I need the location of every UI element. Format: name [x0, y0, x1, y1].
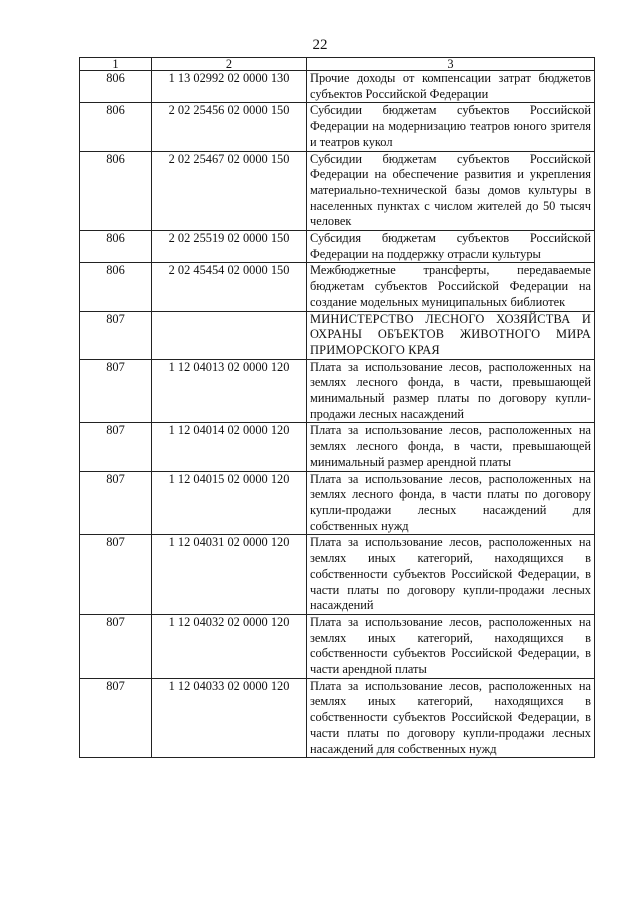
- table-row: [80, 471, 595, 535]
- table-row: [80, 151, 595, 231]
- admin-code-cell: 806: [80, 151, 152, 231]
- table-row: [80, 71, 595, 103]
- admin-code-cell: 807: [80, 423, 152, 471]
- revenue-description-cell: Плата за использование лесов, расположенных на землях лесного фонда, в части платы по договору купли-продажи лесных насаждений для собственных нужд: [307, 471, 595, 535]
- revenue-description-cell: Прочие доходы от компенсации затрат бюджетов субъектов Российской Федерации: [307, 71, 595, 103]
- revenue-code-cell: 2 02 25519 02 0000 150: [152, 231, 307, 263]
- revenue-code-cell: 1 12 04015 02 0000 120: [152, 471, 307, 535]
- revenue-description-cell: Плата за использование лесов, расположенных на землях иных категорий, находящихся в собственности субъектов Российской Федерации, в части платы по договору купли-продажи лесных насаждений: [307, 535, 595, 615]
- revenue-code-cell: 1 12 04014 02 0000 120: [152, 423, 307, 471]
- revenue-description-cell: Субсидии бюджетам субъектов Российской Федерации на модернизацию театров юного зрителя и театров кукол: [307, 103, 595, 151]
- revenue-code-cell: 1 13 02992 02 0000 130: [152, 71, 307, 103]
- column-header-2: 2: [152, 58, 307, 71]
- admin-code-cell: 806: [80, 71, 152, 103]
- table-row: [80, 231, 595, 263]
- table-row: [80, 535, 595, 615]
- revenue-description-cell: Плата за использование лесов, расположенных на землях лесного фонда, в части, превышающей минимальный размер платы по договору купли-продажи лесных насаждений: [307, 359, 595, 423]
- revenue-code-cell: 2 02 45454 02 0000 150: [152, 263, 307, 311]
- admin-code-cell: 807: [80, 678, 152, 758]
- admin-code-cell: 806: [80, 231, 152, 263]
- table-row: [80, 359, 595, 423]
- table-row: [80, 614, 595, 678]
- revenue-description-cell: Плата за использование лесов, расположенных на землях иных категорий, находящихся в собственности субъектов Российской Федерации, в части платы по договору купли-продажи лесных насаждений для собственных нужд: [307, 678, 595, 758]
- admin-code-cell: 807: [80, 614, 152, 678]
- ministry-name-cell: МИНИСТЕРСТВО ЛЕСНОГО ХОЗЯЙСТВА И ОХРАНЫ ОБЪЕКТОВ ЖИВОТНОГО МИРА ПРИМОРСКОГО КРАЯ: [307, 311, 595, 359]
- column-header-3: 3: [307, 58, 595, 71]
- revenue-code-cell: 1 12 04013 02 0000 120: [152, 359, 307, 423]
- revenue-description-cell: Плата за использование лесов, расположенных на землях иных категорий, находящихся в собственности субъектов Российской Федерации, в части арендной платы: [307, 614, 595, 678]
- revenue-description-cell: Межбюджетные трансферты, передаваемые бюджетам субъектов Российской Федерации на создание модельных муниципальных библиотек: [307, 263, 595, 311]
- revenue-code-cell: [152, 311, 307, 359]
- admin-code-cell: 807: [80, 535, 152, 615]
- revenue-code-cell: 1 12 04031 02 0000 120: [152, 535, 307, 615]
- admin-code-cell: 806: [80, 103, 152, 151]
- revenue-description-cell: Субсидия бюджетам субъектов Российской Федерации на поддержку отрасли культуры: [307, 231, 595, 263]
- table-row: [80, 103, 595, 151]
- table-row-ministry-heading: [80, 311, 595, 359]
- table-row: [80, 678, 595, 758]
- table-row: [80, 423, 595, 471]
- admin-code-cell: 806: [80, 263, 152, 311]
- revenue-codes-table: [79, 57, 595, 758]
- page-number: 22: [312, 37, 328, 53]
- revenue-description-cell: Субсидии бюджетам субъектов Российской Федерации на обеспечение развития и укрепления материально-технической базы домов культуры в населенных пунктах с числом жителей до 50 тысяч человек: [307, 151, 595, 231]
- admin-code-cell: 807: [80, 311, 152, 359]
- column-header-1: 1: [80, 58, 152, 71]
- revenue-code-cell: 1 12 04032 02 0000 120: [152, 614, 307, 678]
- revenue-code-cell: 2 02 25467 02 0000 150: [152, 151, 307, 231]
- table-header-row: [80, 58, 595, 71]
- revenue-code-cell: 2 02 25456 02 0000 150: [152, 103, 307, 151]
- admin-code-cell: 807: [80, 471, 152, 535]
- revenue-description-cell: Плата за использование лесов, расположенных на землях лесного фонда, в части, превышающей минимальный размер арендной платы: [307, 423, 595, 471]
- table-row: [80, 263, 595, 311]
- admin-code-cell: 807: [80, 359, 152, 423]
- revenue-code-cell: 1 12 04033 02 0000 120: [152, 678, 307, 758]
